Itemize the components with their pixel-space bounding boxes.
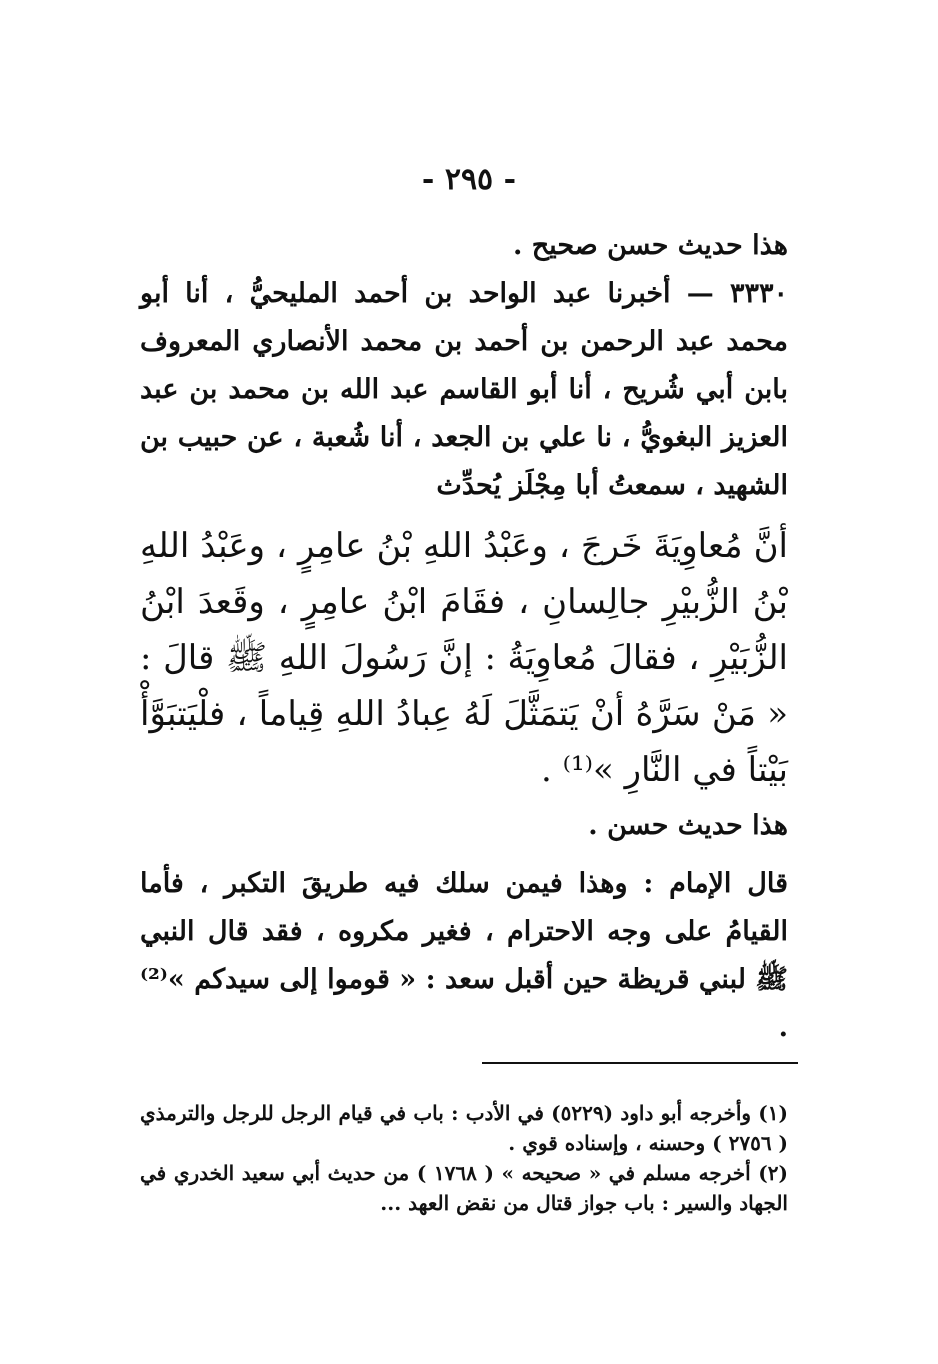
footnote-1: (١) وأخرجه أبو داود (٥٢٢٩) في الأدب : باب في قيام الرجل للرجل والترمذي ( ٢٧٥٦ ) وحسنه ، وإسناده قوي . (140, 1101, 788, 1155)
footnotes (140, 1098, 788, 1218)
imam-comment: قال الإمام : وهذا فيمن سلك فيه طريقَ التكبر ، فأما القيامُ على وجه الاحترام ، فغير مكروه ، فقد قال النبي ﷺ لبني قريظة حين أقبل سعد : « قوموا إلى سيدكم »⁽²⁾ . (140, 868, 788, 1043)
grading-sahih: هذا حديث حسن صحيح . (512, 230, 788, 261)
main-text (140, 222, 788, 1052)
grading-hasan: هذا حديث حسن . (588, 810, 788, 841)
footnote-2: (٢) أخرجه مسلم في « صحيحه » ( ١٧٦٨ ) من حديث أبي سعيد الخدري في الجهاد والسير : باب جواز قتال من نقض العهد ... (140, 1161, 788, 1215)
page-number: - ٢٩٥ - (421, 162, 517, 197)
hadith-text: أنَّ مُعاوِيَةَ خَرجَ ، وعَبْدُ اللهِ بْنُ عامِرٍ ، وعَبْدُ اللهِ بْنُ الزُّبيْرِ جالِسانِ ، فقَامَ ابْنُ عامِرٍ ، وقَعدَ ابْنُ الزُّبَيْرِ ، فقالَ مُعاوِيَةُ : إنَّ رَسُولَ اللهِ ﷺ قالَ : « مَنْ سَرَّهُ أنْ يَتمَثَّلَ لَهُ عِبادُ اللهِ قِياماً ، فلْيَتبَوَّأْ بَيْتاً في النَّارِ »⁽¹⁾ . (140, 526, 788, 790)
footnote-divider (482, 1062, 798, 1064)
isnad-paragraph: ٣٣٣٠ — أخبرنا عبد الواحد بن أحمد المليحيُّ ، أنا أبو محمد عبد الرحمن بن أحمد بن محمد الأنصاري المعروف بابن أبي شُريح ، أنا أبو القاسم عبد الله بن محمد بن عبد العزيز البغويُّ ، نا علي بن الجعد ، أنا شُعبة ، عن حبيب بن الشهيد ، سمعتُ أبا مِجْلَز يُحدِّث (140, 278, 788, 501)
